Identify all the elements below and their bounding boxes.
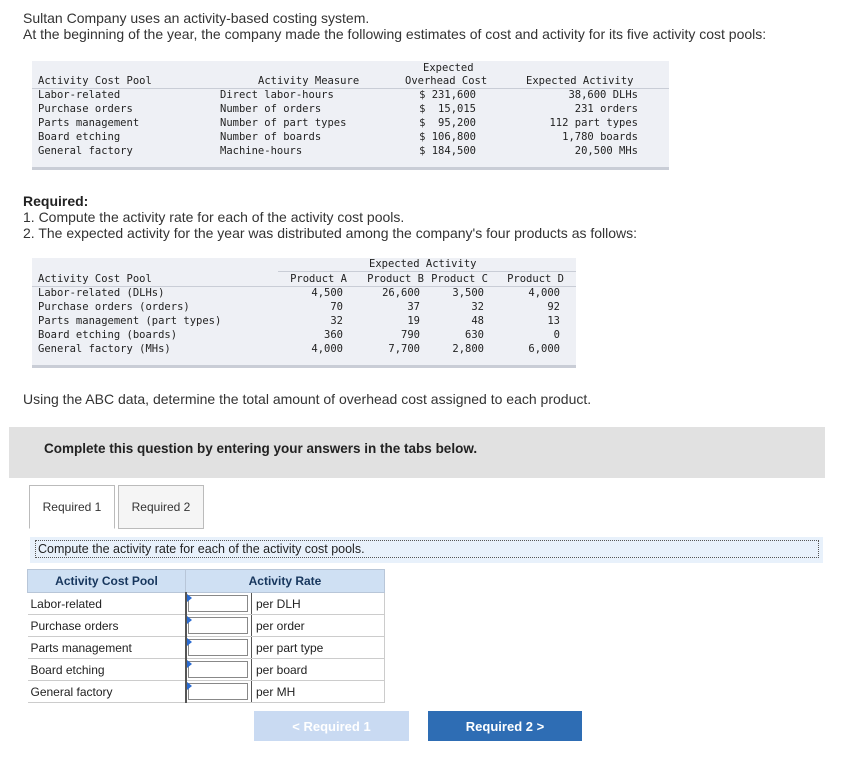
table2-cell-value: 70	[330, 301, 343, 313]
table2-cell-pool: Board etching (boards)	[38, 329, 178, 341]
instruction-text: Compute the activity rate for each of the activity cost pools.	[35, 540, 819, 558]
answer-row-input-cell	[186, 593, 252, 615]
table2-cell-value: 6,000	[528, 343, 560, 355]
table1-header-measure: Activity Measure	[258, 75, 360, 87]
table2-cell-value: 4,000	[311, 343, 343, 355]
required-item-2: 2. The expected activity for the year was distributed among the company's four products as follows:	[23, 225, 638, 241]
answer-row-input-cell	[186, 637, 252, 659]
table1-cell-measure: Number of part types	[220, 117, 347, 129]
table1-cell-measure: Machine-hours	[220, 145, 303, 157]
table1-cell-cost: $ 15,015	[419, 103, 476, 115]
answer-row-input-cell	[186, 681, 252, 703]
answer-row-input-cell	[186, 615, 252, 637]
table2-cell-value: 0	[553, 329, 560, 341]
answer-row-pool: Parts management	[28, 637, 186, 659]
table1-cell-cost: $ 231,600	[419, 89, 476, 101]
next-required-2-button[interactable]: Required 2 >	[428, 711, 582, 741]
table1-cell-pool: Parts management	[38, 117, 140, 129]
table2-cell-value: 32	[330, 315, 343, 327]
table2-cell-value: 7,700	[388, 343, 420, 355]
table2-cell-value: 3,500	[452, 287, 484, 299]
tab-required-1[interactable]: Required 1	[29, 485, 115, 529]
table2-header-pool: Activity Cost Pool	[38, 273, 152, 285]
answer-row-pool: General factory	[28, 681, 186, 703]
table1-header-pool: Activity Cost Pool	[38, 75, 152, 87]
table1-cell-pool: Labor-related	[38, 89, 121, 101]
activity-rate-input[interactable]	[188, 639, 248, 656]
answer-row-unit: per DLH	[251, 593, 384, 615]
table2-cell-value: 32	[471, 301, 484, 313]
table1-cell-measure: Direct labor-hours	[220, 89, 334, 101]
table2-group-header: Expected Activity	[369, 258, 477, 270]
table2-header-product: Product B	[367, 273, 424, 285]
table1-cell-cost: $ 184,500	[419, 145, 476, 157]
expected-activity-table	[32, 258, 576, 368]
table2-cell-value: 92	[547, 301, 560, 313]
answer-row	[28, 615, 385, 637]
tab-required-2[interactable]: Required 2	[118, 485, 204, 529]
answer-row	[28, 681, 385, 703]
answer-row-unit: per part type	[251, 637, 384, 659]
table1-header-activity: Expected Activity	[526, 75, 634, 87]
intro-text	[23, 10, 766, 42]
table1-cell-pool: General factory	[38, 145, 133, 157]
answer-header-pool: Activity Cost Pool	[28, 570, 186, 593]
answer-row-unit: per board	[251, 659, 384, 681]
prev-required-1-button[interactable]: < Required 1	[254, 711, 409, 741]
table1-cell-activity: 231 orders	[574, 103, 638, 115]
answer-row-unit: per order	[251, 615, 384, 637]
table2-header-product: Product C	[431, 273, 488, 285]
answer-row-unit: per MH	[251, 681, 384, 703]
table2-cell-pool: Labor-related (DLHs)	[38, 287, 165, 299]
answer-table	[27, 569, 385, 703]
answer-row-pool: Labor-related	[28, 593, 186, 615]
intro-line-2: At the beginning of the year, the company made the following estimates of cost and activity for its five activity cost pools:	[23, 26, 767, 42]
input-marker-icon	[187, 660, 192, 668]
activity-rate-input[interactable]	[188, 661, 248, 678]
required-section	[23, 193, 637, 241]
table2-cell-value: 4,500	[311, 287, 343, 299]
required-heading: Required:	[23, 193, 89, 209]
question-text: Using the ABC data, determine the total amount of overhead cost assigned to each product.	[23, 391, 592, 407]
table2-cell-value: 13	[547, 315, 560, 327]
table2-cell-value: 37	[407, 301, 420, 313]
answer-table-header	[28, 570, 385, 593]
complete-banner	[9, 427, 825, 478]
table2-cell-value: 360	[324, 329, 343, 341]
instruction-box	[30, 537, 823, 563]
intro-line-1: Sultan Company uses an activity-based costing system.	[23, 10, 370, 26]
required-item-1: 1. Compute the activity rate for each of the activity cost pools.	[23, 209, 405, 225]
table2-cell-pool: General factory (MHs)	[38, 343, 171, 355]
table1-cell-activity: 112 part types	[549, 117, 638, 129]
table2-bottom-bar	[32, 365, 576, 368]
input-marker-icon	[187, 682, 192, 690]
table2-cell-value: 26,600	[382, 287, 420, 299]
answer-row	[28, 637, 385, 659]
table2-header-product: Product D	[507, 273, 564, 285]
table2-header-product: Product A	[290, 273, 347, 285]
table1-bottom-bar	[32, 167, 669, 170]
input-marker-icon	[187, 594, 192, 602]
table1-cell-measure: Number of boards	[220, 131, 322, 143]
input-marker-icon	[187, 638, 192, 646]
table1-header-cost: Overhead Cost	[405, 75, 488, 87]
answer-header-rate: Activity Rate	[186, 570, 385, 593]
input-marker-icon	[187, 616, 192, 624]
table1-cell-cost: $ 95,200	[419, 117, 476, 129]
table2-group-rule	[278, 271, 576, 272]
table1-cell-measure: Number of orders	[220, 103, 322, 115]
activity-rate-input[interactable]	[188, 683, 248, 700]
activity-rate-input[interactable]	[188, 595, 248, 612]
table1-cell-pool: Purchase orders	[38, 103, 133, 115]
table2-cell-value: 630	[465, 329, 484, 341]
table1-header-expected: Expected	[423, 62, 474, 74]
answer-row-pool: Board etching	[28, 659, 186, 681]
table2-cell-pool: Purchase orders (orders)	[38, 301, 190, 313]
cost-pool-table	[32, 61, 669, 170]
answer-row-pool: Purchase orders	[28, 615, 186, 637]
table1-cell-pool: Board etching	[38, 131, 121, 143]
activity-rate-input[interactable]	[188, 617, 248, 634]
table2-cell-value: 2,800	[452, 343, 484, 355]
answer-row-input-cell	[186, 659, 252, 681]
table2-cell-value: 19	[407, 315, 420, 327]
table2-cell-value: 4,000	[528, 287, 560, 299]
table2-cell-pool: Parts management (part types)	[38, 315, 222, 327]
answer-row	[28, 659, 385, 681]
answer-row	[28, 593, 385, 615]
table2-cell-value: 48	[471, 315, 484, 327]
table1-cell-cost: $ 106,800	[419, 131, 476, 143]
table2-cell-value: 790	[401, 329, 420, 341]
table1-cell-activity: 1,780 boards	[562, 131, 638, 143]
complete-banner-text: Complete this question by entering your answers in the tabs below.	[44, 441, 478, 456]
table1-cell-activity: 20,500 MHs	[574, 145, 638, 157]
table1-cell-activity: 38,600 DLHs	[568, 89, 638, 101]
